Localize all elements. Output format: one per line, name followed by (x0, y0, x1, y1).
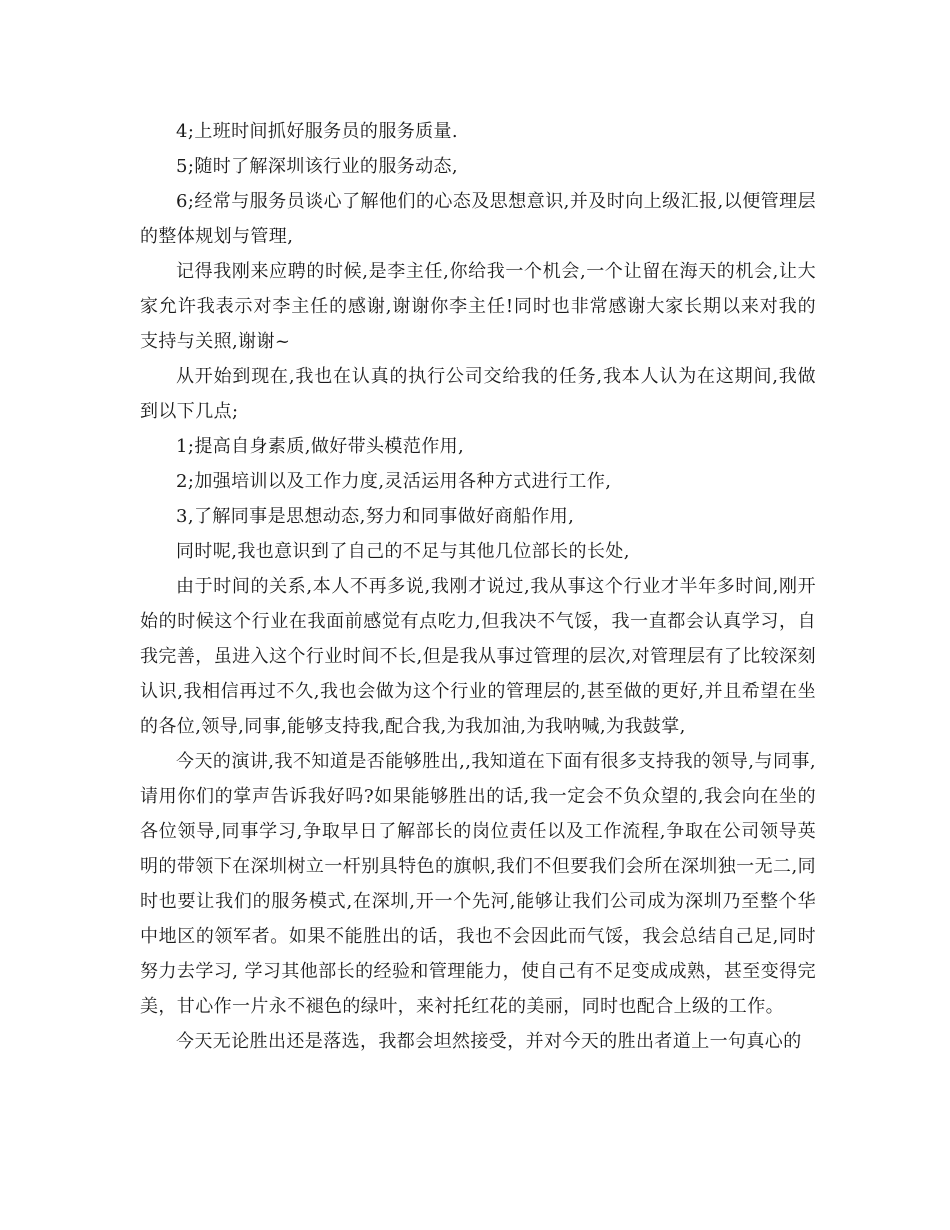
paragraph-thanks: 记得我刚来应聘的时候,是李主任,你给我一个机会,一个让留在海天的机会,让大家允许我表示对李主任的感谢,谢谢你李主任!同时也非常感谢大家长期以来对我的支持与关照,谢谢~ (140, 261, 816, 352)
paragraph-achievements-intro: 从开始到现在,我也在认真的执行公司交给我的任务,我本人认为在这期间,我做到以下几点; (140, 366, 816, 422)
paragraph-shortcomings: 同时呢,我也意识到了自己的不足与其他几位部长的长处, (176, 541, 630, 562)
paragraph-item-5: 5;随时了解深圳该行业的服务动态, (176, 156, 459, 177)
paragraph-speech: 今天的演讲,我不知道是否能够胜出,,我知道在下面有很多支持我的领导,与同事,请用你们的掌声告诉我好吗?如果能够胜出的话,我一定会不负众望的,我会向在坐的各位领导,同事学习,争取早日了解部长的岗位责任以及工作流程,争取在公司领导英明的带领下在深圳树立一杆别具特色的旗帜,我们不但要我们会所在深圳独一无二,同时也要让我们的服务模式,在深圳,开一个先河,能够让我们公司成为深圳乃至整个华中地区的领军者。如果不能胜出的话，我也不会因此而气馁，我会总结自己足,同时努力去学习, 学习其他部长的经验和管理能力，使自己有不足变成成熟，甚至变得完美，甘心作一片永不褪色的绿叶，来衬托红花的美丽，同时也配合上级的工作。 (140, 751, 816, 1017)
paragraph-achievement-1: 1;提高自身素质,做好带头模范作用, (176, 436, 465, 457)
paragraph-achievement-2: 2;加强培训以及工作力度,灵活运用各种方式进行工作, (176, 471, 612, 492)
paragraph-item-4: 4;上班时间抓好服务员的服务质量. (176, 121, 459, 142)
paragraph-closing: 今天无论胜出还是落选，我都会坦然接受，并对今天的胜出者道上一句真心的 (176, 1031, 802, 1052)
document-page (140, 114, 816, 1059)
paragraph-item-6: 6;经常与服务员谈心了解他们的心态及思想意识,并及时向上级汇报,以便管理层的整体规划与管理, (140, 191, 816, 247)
paragraph-achievement-3: 3,了解同事是思想动态,努力和同事做好商船作用, (176, 506, 575, 527)
paragraph-experience: 由于时间的关系,本人不再多说,我刚才说过,我从事这个行业才半年多时间,刚开始的时候这个行业在我面前感觉有点吃力,但我决不气馁，我一直都会认真学习，自我完善，虽进入这个行业时间不长,但是我从事过管理的层次,对管理层有了比较深刻认识,我相信再过不久,我也会做为这个行业的管理层的,甚至做的更好,并且希望在坐的各位,领导,同事,能够支持我,配合我,为我加油,为我呐喊,为我鼓掌, (140, 576, 816, 737)
